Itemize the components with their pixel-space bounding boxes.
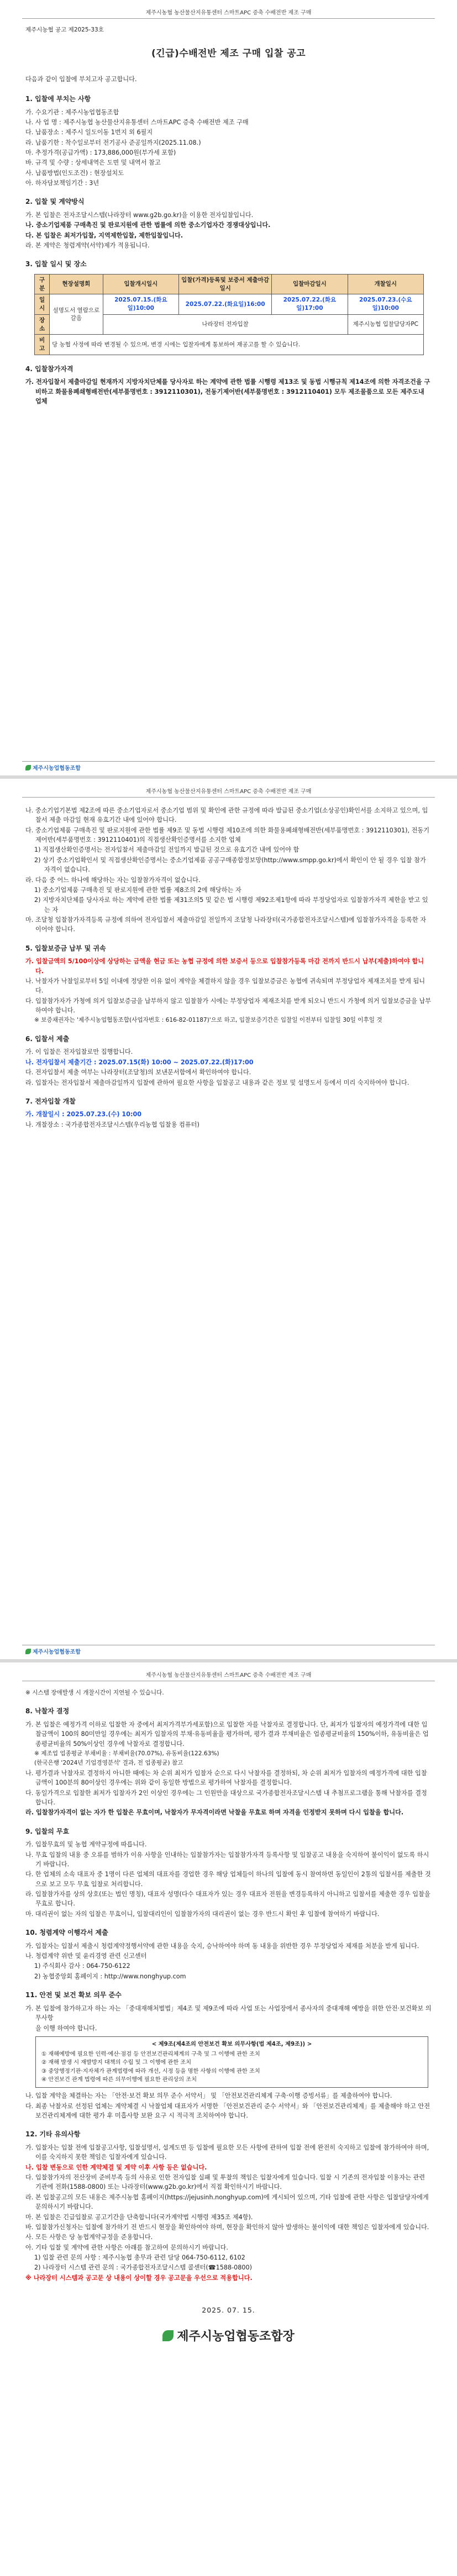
table-header: 입찰(가격)등록및 보증서 제출마감 일시 bbox=[179, 275, 272, 294]
s9-item: 가. 입찰무효의 및 농협 계약규정에 따릅니다. bbox=[25, 1841, 147, 1849]
section-5-heading: 5. 입찰보증금 납부 및 귀속 bbox=[25, 944, 106, 952]
section-4-heading: 4. 입찰참가자격 bbox=[25, 365, 73, 373]
s12-note: ※ 나라장터 시스템과 공고문 상 내용이 상이할 경우 공고문을 우선으로 적용합니다. bbox=[25, 2274, 253, 2282]
row-label-time: 일시 bbox=[35, 294, 50, 314]
s2-item: 나. 중소기업제품 구매촉진 및 판로지원에 관한 법률에 의한 중소기업자간 경쟁대상입니다. bbox=[25, 221, 271, 229]
table-header: 개찰일시 bbox=[348, 275, 423, 294]
s12-item: 바. 입찰참가신청자는 입찰에 참가하기 전 반드시 현장을 확인하여야 하며, 현장을 확인하지 않아 발생하는 불이익에 대한 책임은 입찰자에게 있습니다. bbox=[25, 2223, 429, 2231]
s8-item: 나. 평가결과 낙찰자로 결정하지 아니한 때에는 차 순위 최저가 입찰자 순으로 다시 낙찰자를 결정하되, 차 순위 최저가 입찰자의 예정가격에 대한 입찰금액이 100분의 80이상인 경우에는 위와 같이 동일한 방법으로 평가하여 낙찰자를 결정합니다. bbox=[25, 1769, 427, 1787]
s8-item: 라. 입찰참가자격이 없는 자가 한 입찰은 무효이며, 낙찰자가 무자격이라면 낙찰을 무효로 하며 자격을 인정받지 못하며 다시 입찰을 합니다. bbox=[25, 1809, 404, 1817]
s4-subitem: 1) 직접생산확인증명서는 전자입찰서 제출마감일 전일까지 발급된 것으로 유효기간 내에 있어야 함 bbox=[34, 846, 300, 854]
box-title: < 제9조(제4조의 안전보건 확보 의무사항(법 제4조, 제9조)) > bbox=[151, 2041, 312, 2047]
section-10-heading: 10. 청렴계약 이행각서 제출 bbox=[25, 1929, 108, 1937]
s11-item: 나. 입찰 계약을 체결하는 자는 「안전·보건 확보 의무 준수 서약서」 및 「안전보건관리체계 구축·이행 증빙서류」를 제출하여야 합니다. bbox=[25, 2092, 392, 2100]
table-header: 입찰개시일시 bbox=[103, 275, 178, 294]
footer-logo bbox=[25, 1648, 81, 1657]
section-2-heading: 2. 입찰 및 계약방식 bbox=[25, 198, 85, 206]
s9-item: 라. 입찰참가자를 상의 상호(또는 법인 명칭), 대표자 성명(다수 대표자가 있는 경우 대표자 전원을 변경등록하지 아니하고 입찰서를 제출한 경우 입찰을 무효로 합니다. bbox=[25, 1891, 430, 1908]
intro-text: 다음과 같이 입찰에 부치고자 공고합니다. bbox=[25, 75, 137, 83]
s4-subitem: 2) 상기 중소기업확인서 및 직접생산확인증명서는 중소기업제품 공공구매종합정보망(http://www.smpp.go.kr)에서 확인이 안 될 경우 입찰 참가자격이 없습니다. bbox=[34, 856, 426, 874]
s10-item: 나. 청렴계약 위반 및 윤리경영 관련 신고센터 bbox=[25, 1952, 147, 1960]
s1-item: 사. 납품방법(인도조건) : 현장설치도 bbox=[25, 169, 124, 177]
s1-item: 바. 규격 및 수량 : 상세내역은 도면 및 내역서 참고 bbox=[25, 159, 161, 167]
section-6-heading: 6. 입찰서 제출 bbox=[25, 1034, 70, 1043]
s2-item: 라. 본 계약은 청렴계약(서약)제가 적용됩니다. bbox=[25, 242, 150, 250]
s12-subitem: 2) 나라장터 시스템 관련 문의 : 국가종합전자조달시스템 콜센터(☎1588-0800) bbox=[34, 2264, 252, 2272]
s4-item: 라. 다음 중 어느 하나에 해당하는 자는 입찰참가자격이 없습니다. bbox=[25, 876, 201, 884]
s1-item: 나. 사 업 명 : 제주시농협 농산물산지유통센터 스마트APC 증축 수배전반 제조 구매 bbox=[25, 118, 249, 126]
page-1 bbox=[0, 0, 457, 779]
footer-rule bbox=[22, 761, 435, 762]
explain-cell: 설명도서 열람으로 갈음 bbox=[50, 294, 103, 335]
s5-item: 다. 입찰참가자가 가청에 의거 입찰보증금을 납부하지 않고 입찰참가 시에는 부정당업자 제재조치를 받게 되오니 반드시 가청에 의거 입찰보증금을 납부하여야 합니다. bbox=[25, 997, 432, 1015]
s10-subitem[interactable]: 2) 농협중앙회 홈페이지 : http://www.nonghyup.com bbox=[34, 1972, 186, 1980]
section-1-heading: 1. 입찰에 부치는 사항 bbox=[25, 94, 91, 103]
section-9-heading: 9. 입찰의 무효 bbox=[25, 1827, 70, 1835]
section-12-heading: 12. 기타 유의사항 bbox=[25, 2130, 81, 2139]
document-number: 제주시농협 공고 제2025-33호 bbox=[25, 27, 104, 33]
page2-note: ※ 시스템 장애발생 시 개찰시간이 지연될 수 있습니다. bbox=[25, 1690, 164, 1696]
s5-note: ※ 보증채권자는 '제주시농업협동조합(사업자번호 : 616-82-01187)'으로 하고, 입찰보증기간은 입찰일 이전부터 입찰일 30일 이후일 것 bbox=[34, 1017, 382, 1024]
s8-item: 다. 동일가격으로 입찰한 최저가 입찰자가 2인 이상인 경우에는 그 인원만을 대상으로 국가종합전자조달시스템 내 추첨프로그램을 통해 낙찰자를 결정합니다. bbox=[25, 1789, 427, 1806]
section-8-heading: 8. 낙찰자 결정 bbox=[25, 1707, 70, 1715]
footer-org-name: 제주시농업협동조합 bbox=[33, 766, 81, 772]
s8-note: (한국은행 '2024년 기업경영분석' 결과, 전 업종평균) 참고 bbox=[34, 1760, 183, 1767]
box-line: ② 재해 발생 시 재발방지 대책의 수립 및 그 이행에 관한 조치 bbox=[41, 2060, 192, 2066]
s5-item: 가. 입찰금액의 5/100이상에 상당하는 금액을 현금 또는 농협 규정에 의한 보증서 등으로 입찰참가등록 마감 전까지 반드시 납부(제출)하여야 합니다. bbox=[25, 958, 424, 975]
table-header: 구분 bbox=[35, 275, 50, 294]
s6-item: 다. 전자입찰서 제출 여부는 나라장터(조달청)의 보낸문서함에서 확인하여야 합니다. bbox=[25, 1069, 251, 1076]
note-cell: 당 농협 사정에 따라 변경될 수 있으며, 변경 시에는 입찰자에게 통보하여 재공고를 할 수 있습니다. bbox=[50, 335, 424, 355]
s1-item: 가. 수요기관 : 제주시농업협동조합 bbox=[25, 108, 119, 116]
page-3 bbox=[0, 1662, 457, 2576]
s5-item: 나. 낙찰자가 낙찰일로부터 5일 이내에 정당한 이유 없이 계약을 체결하지 않을 경우 입찰보증금은 농협에 귀속되며 부정당업자 제재조치를 받게 됩니다. bbox=[25, 977, 426, 995]
footer-logo bbox=[25, 764, 81, 773]
open-time-cell: 2025.07.15.(화요일)10:00 bbox=[103, 294, 178, 314]
schedule-table bbox=[34, 274, 424, 355]
table-header: 현장설명회 bbox=[50, 275, 103, 294]
issuer-signature bbox=[25, 2327, 432, 2346]
running-header: 제주시농협 농산물산지유통센터 스마트APC 증축 수배전반 제조 구매 bbox=[22, 0, 435, 19]
table-header: 입찰마감일시 bbox=[272, 275, 348, 294]
document-title: (긴급)수배전반 제조 구매 입찰 공고 bbox=[151, 48, 306, 60]
running-header: 제주시농협 농산물산지유통센터 스마트APC 증축 수배전반 제조 구매 bbox=[22, 779, 435, 798]
s4-subitem: 1) 중소기업제품 구매촉진 및 판로지원에 관한 법률 제8조의 2에 해당하는 자 bbox=[34, 886, 241, 894]
s6-item: 가. 이 입찰은 전자입찰로만 집행합니다. bbox=[25, 1048, 133, 1056]
place-open-cell: 제주시농협 입찰담당자PC bbox=[348, 314, 423, 334]
notice-date: 2025. 07. 15. bbox=[202, 2306, 255, 2315]
s7-item: 가. 개찰일시 : 2025.07.23.(수) 10:00 bbox=[25, 1111, 142, 1118]
s12-item: 가. 입찰자는 입찰 전에 입찰공고사항, 입찰설명서, 설계도면 등 입찰에 필요한 모든 사항에 관하여 입찰 전에 완전히 숙지하고 입찰에 참가하여야 하며, 이를 숙지하지 못한 책임은 입찰자에게 있습니다. bbox=[25, 2144, 429, 2161]
s11-item: 다. 최종 낙찰자로 선정된 업체는 계약체결 시 낙찰업체 대표자가 서명한 「안전보건관리 준수 서약서」와 「안전보건관리체계」를 제출해야 하고 안전보건관리체계에 대한 평가 후 미흡사항 보완 요구 시 적극적 조치하여야 합니다. bbox=[25, 2102, 430, 2120]
box-line: ④ 안전보건 관계 법령에 따른 의무이행에 필요한 관리상의 조치 bbox=[41, 2077, 197, 2083]
s12-item: 다. 입찰참가자의 전산장비 준비부족 등의 사유로 인한 전자입찰 실패 및 투찰의 책임은 입찰자에게 있습니다. 입찰 시 기존의 전자입찰 이용자는 관련 기관에 전화(1588-0800) 또는 나라장터(www.g2b.go.kr)에서 직접 확인하시기 바랍니다. bbox=[25, 2174, 426, 2191]
footer-org-name: 제주시농업협동조합 bbox=[33, 1649, 81, 1655]
s10-item: 가. 입찰자는 입찰서 제출시 청렴계약정행서약에 관한 내용을 숙지, 승낙하여야 하며 동 내용을 위반한 경우 부정당업자 제재를 처분을 받게 됩니다. bbox=[25, 1942, 419, 1950]
s1-item: 마. 추정가격(공급가액) : 173,886,000원(부가세 포함) bbox=[25, 149, 176, 156]
section-7-heading: 7. 전자입찰 개찰 bbox=[25, 1097, 76, 1105]
s12-item: 나. 입찰 변동으로 인한 계약체결 및 계약 이후 사항 등은 없습니다. bbox=[25, 2163, 207, 2171]
s4-item: 가. 전자입찰서 제출마감일 현재까지 지방자치단체를 당사자로 하는 계약에 관한 법률 시행령 제13조 및 동법 시행규칙 제14조에 의한 자격조건을 구비하고 화물용폐쇄형배전반(세부품명번호 : 3912110301), 전동기제어반(세부품명번호 : 3912110401) 모두 제조물품으로 모든 제주도내 업체 bbox=[25, 378, 430, 405]
running-header: 제주시농협 농산물산지유통센터 스마트APC 증축 수배전반 제조 구매 bbox=[22, 1662, 435, 1681]
s12-item: 사. 모든 사항은 당 농협계약규정을 준용합니다. bbox=[25, 2234, 153, 2241]
nh-logo-icon bbox=[162, 2330, 174, 2341]
close-time-cell: 2025.07.22.(화요일)17:00 bbox=[272, 294, 348, 314]
s4-item: 나. 중소기업기본법 제2조에 따른 중소기업자로서 중소기업 범위 및 확인에 관한 규정에 따라 발급된 중소기업(소상공인)확인서를 소지하고 있으며, 입찰서 제출 마감일 현재 유효기간 내에 있어야 합니다. bbox=[25, 807, 428, 824]
row-label-note: 비고 bbox=[35, 335, 50, 355]
s8-item: 가. 본 입찰은 예정가격 이하로 입찰한 자 중에서 최저가격부가세포함)으로 입찰한 자를 낙찰자로 결정합니다. 단, 최저가 입찰자의 예정가격에 대한 입찰금액이 100의 80미만일 경우에는 최저가 입찰자의 부채·유동비율을 평가하며, 평가 결과 부채비율은 업종평균비율의 150%이하, 유동비율은 업종평균비율의 50%이상인 경우에 낙찰자로 결정합니다. bbox=[25, 1721, 429, 1748]
safety-obligations-box bbox=[35, 2036, 428, 2088]
s4-item: 마. 조달청 입찰참가자격등록 규정에 의하여 전자입찰서 제출마감일 전일까지 조달청 나라장터(국가종합전자조달시스템)에 입찰참가자격을 등록한 자이어야 합니다. bbox=[25, 916, 427, 933]
bid-time-cell: 2025.07.23.(수요일)10:00 bbox=[348, 294, 423, 314]
row-label-place: 장소 bbox=[35, 314, 50, 334]
issuer-name: 제주시농업협동조합장 bbox=[177, 2330, 295, 2344]
s1-item: 다. 납품장소 : 제주시 일도이동 1번지 외 6필지 bbox=[25, 129, 153, 136]
s6-item: 나. 전자입찰서 제출기간 : 2025.07.15(화) 10:00 ~ 2025.07.22.(화)17:00 bbox=[25, 1058, 254, 1066]
s11-item: 가. 본 입찰에 참가하고자 하는 자는 「중대재해처벌법」제4조 및 제9조에 따라 사업 또는 사업장에서 종사자의 중대재해 예방을 위한 안전·보건확보 의무사항 bbox=[25, 2004, 432, 2022]
s11-continuation: 을 이행 하여야 합니다. bbox=[35, 2024, 97, 2032]
page-2 bbox=[0, 779, 457, 1662]
s4-subitem: 2) 지방자치단체를 당사자로 하는 계약에 관한 법률 제31조의5 및 같은 법 시행령 제92조제1항에 따라 부정당업자로 입찰참가자격 제한을 받고 있는 자 bbox=[34, 896, 428, 914]
s9-item: 나. 무효 입찰의 내용 중 오류를 범하가 이유 사항을 인내하는 입찰참가자는 입찰참가자격 등록사항 및 입찰공고 내용을 숙지하여 불이익이 없도록 하시기 바랍니다. bbox=[25, 1851, 429, 1868]
s6-item: 라. 입찰자는 전자입찰서 제출마감일까지 입찰에 관하여 필요한 사항을 입찰공고 내용과 같은 정보 및 설명도서 등에서 미리 숙지하여야 합니다. bbox=[25, 1079, 409, 1086]
section-3-heading: 3. 입찰 일시 및 장소 bbox=[25, 260, 87, 268]
s2-item: 가. 본 입찰은 전자조달시스템(나라장터 www.g2b.go.kr)을 이용한 전자입찰입니다. bbox=[25, 212, 254, 219]
deposit-time-cell: 2025.07.22.(화요일)16:00 bbox=[179, 294, 272, 314]
s12-item: 마. 본 입찰은 긴급입찰로 공고기간을 단축합니다(국가계약법 시행령 제35조 제4항). bbox=[25, 2213, 253, 2221]
box-line: ③ 중앙행정기관·지자체가 관계법령에 따라 개선, 시정 등을 명한 사항의 이행에 관한 조치 bbox=[41, 2068, 260, 2074]
place-g2b-cell: 나라장터 전자입찰 bbox=[103, 314, 348, 334]
s4-item: 다. 중소기업제품 구매촉진 및 판로지원에 관한 법률 제9조 및 동법 시행령 제10조에 의한 화물용폐쇄형배전반(세부품명번호 : 3912110301), 전동기제어반(세부품명번호 : 3912110401)의 직접생산확인증명서를 소지한 업체 bbox=[25, 826, 430, 844]
s2-item: 다. 본 입찰은 최저가입찰, 지역제한입찰, 제한입찰입니다. bbox=[25, 231, 183, 239]
s7-item: 나. 개찰장소 : 국가종합전자조달시스템(우리농협 입찰용 컴퓨터) bbox=[25, 1121, 199, 1128]
s12-item[interactable]: 라. 본 입찰공고의 모든 내용은 제주시농협 홈페이지(https://jejusinh.nonghyup.com)에 게시되어 있으며, 기타 입찰에 관한 사항은 입찰담당자에게 문의하시기 바랍니다. bbox=[25, 2193, 429, 2211]
s12-subitem: 1) 입찰 관련 문의 사항 : 제주시농협 총무과 관련 담당 064-750-6112, 6102 bbox=[34, 2253, 245, 2261]
s8-note: ※ 제조업 업종평균 부채비율 : 부채비율(70.07%), 유동비율(122.63%) bbox=[34, 1750, 219, 1757]
s1-item: 아. 하자담보책임기간 : 3년 bbox=[25, 180, 99, 187]
s9-item: 마. 대리권이 없는 자의 입찰은 무효이니, 입찰대리인이 입찰참가자의 대리권이 없는 경우 반드시 확인 후 입찰에 참여하기 바랍니다. bbox=[25, 1910, 380, 1918]
nh-logo-icon bbox=[25, 1649, 31, 1654]
s12-item: 아. 기타 입찰 및 계약에 관한 사항은 아래를 참고하여 문의하시기 바랍니다. bbox=[25, 2244, 228, 2251]
section-11-heading: 11. 안전 및 보건 확보 의무 준수 bbox=[25, 1991, 122, 1999]
box-line: ① 재해예방에 필요한 인력·예산·점검 등 안전보건관리체계의 구축 및 그 이행에 관한 조치 bbox=[41, 2051, 260, 2058]
s1-item: 라. 납품기한 : 착수일로부터 전기공사 준공일까지(2025.11.08.) bbox=[25, 139, 201, 146]
s10-subitem: 1) 주식회사 감사 : 064-750-6122 bbox=[34, 1962, 130, 1970]
s9-item: 다. 한 업체의 소속 대표자 중 1명이 다른 업체의 대표자를 경업한 경우 해당 업체들이 하나의 입찰에 동시 참여하면 동일인이 2통의 입찰서를 제출한 것으로 보고 모두 무효 입찰로 처리합니다. bbox=[25, 1871, 431, 1888]
nh-logo-icon bbox=[25, 765, 31, 770]
